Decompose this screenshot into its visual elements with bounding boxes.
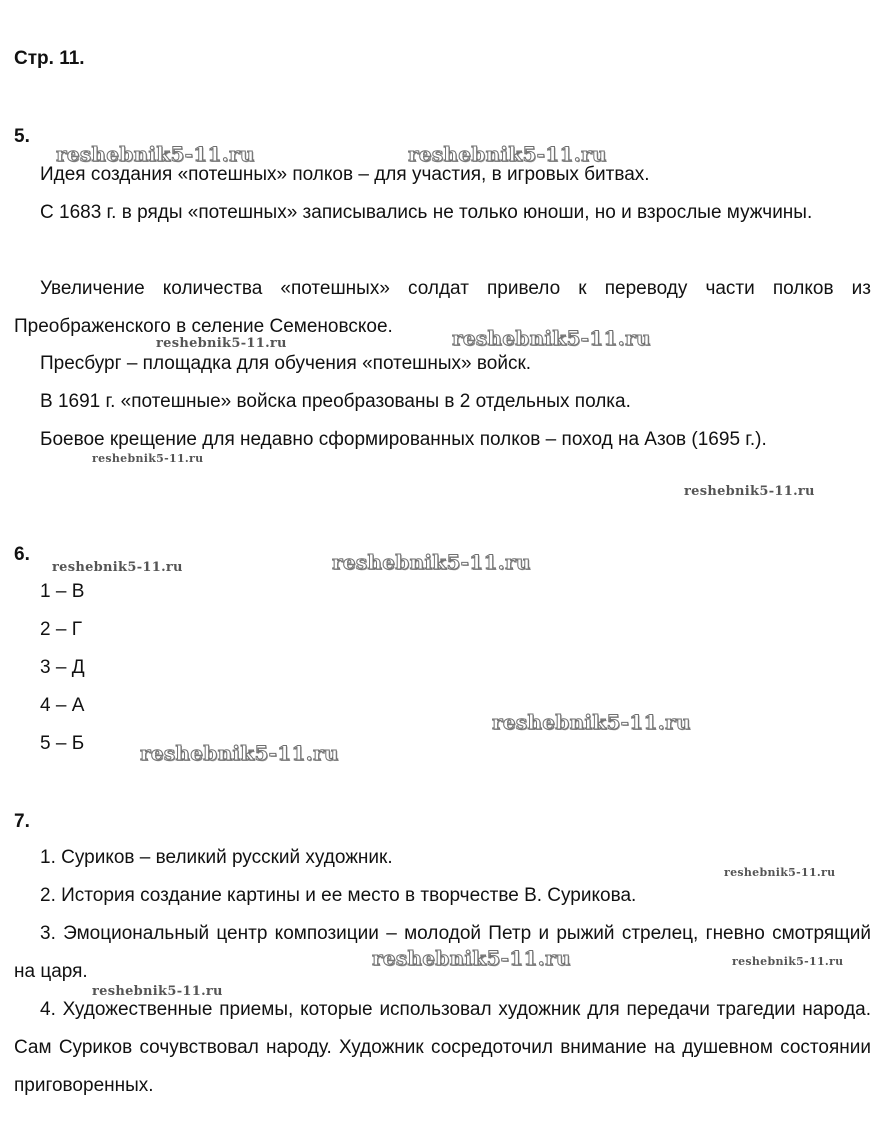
task-6-answer-2: 2 – Г — [40, 619, 82, 640]
task-7-point-3: 3. Эмоциональный центр композиции – молодой Петр и рыжий стрелец, гневно смотрящий на царя. — [14, 923, 871, 982]
watermark: reshebnik5-11.ru — [156, 336, 287, 351]
task-6-answer-1: 1 – В — [40, 581, 85, 602]
watermark: reshebnik5-11.ru — [332, 550, 531, 574]
task-number-5: 5. — [14, 126, 30, 147]
watermark: reshebnik5-11.ru — [140, 741, 339, 765]
task-6-answer-5: 5 – Б — [40, 733, 85, 754]
watermark: reshebnik5-11.ru — [56, 142, 255, 166]
watermark: reshebnik5-11.ru — [684, 484, 815, 499]
task-7-point-1: 1. Суриков – великий русский художник. — [40, 847, 393, 868]
watermark: reshebnik5-11.ru — [408, 142, 607, 166]
task-7-point-2: 2. История создание картины и ее место в творчестве В. Сурикова. — [40, 885, 637, 906]
watermark: reshebnik5-11.ru — [92, 452, 204, 465]
task-5-paragraph-3: Увеличение количества «потешных» солдат привело к переводу части полков из Преображенского в селение Семеновское. — [14, 278, 871, 337]
task-7-point-4: 4. Художественные приемы, которые использовал художник для передачи трагедии народа. Сам Суриков сочувствовал народу. Художник сосредоточил внимание на душевном состоянии приговоренных. — [14, 999, 871, 1096]
watermark: reshebnik5-11.ru — [452, 326, 651, 350]
task-number-6: 6. — [14, 544, 30, 565]
task-5-paragraph-6: Боевое крещение для недавно сформированных полков – поход на Азов (1695 г.). — [40, 429, 767, 450]
task-6-answer-3: 3 – Д — [40, 657, 85, 678]
watermark: reshebnik5-11.ru — [732, 955, 844, 968]
task-5-paragraph-2: С 1683 г. в ряды «потешных» записывались не только юноши, но и взрослые мужчины. — [40, 202, 813, 223]
task-number-7: 7. — [14, 811, 30, 832]
watermark: reshebnik5-11.ru — [52, 560, 183, 575]
task-6-answer-4: 4 – А — [40, 695, 85, 716]
watermark: reshebnik5-11.ru — [372, 946, 571, 970]
task-5-paragraph-5: В 1691 г. «потешные» войска преобразованы в 2 отдельных полка. — [40, 391, 631, 412]
watermark: reshebnik5-11.ru — [92, 984, 223, 999]
task-5-paragraph-4: Пресбург – площадка для обучения «потешных» войск. — [40, 353, 532, 374]
page-title: Стр. 11. — [14, 48, 85, 69]
watermark: reshebnik5-11.ru — [492, 710, 691, 734]
task-5-paragraph-1: Идея создания «потешных» полков – для участия, в игровых битвах. — [40, 164, 650, 185]
watermark: reshebnik5-11.ru — [724, 866, 836, 879]
